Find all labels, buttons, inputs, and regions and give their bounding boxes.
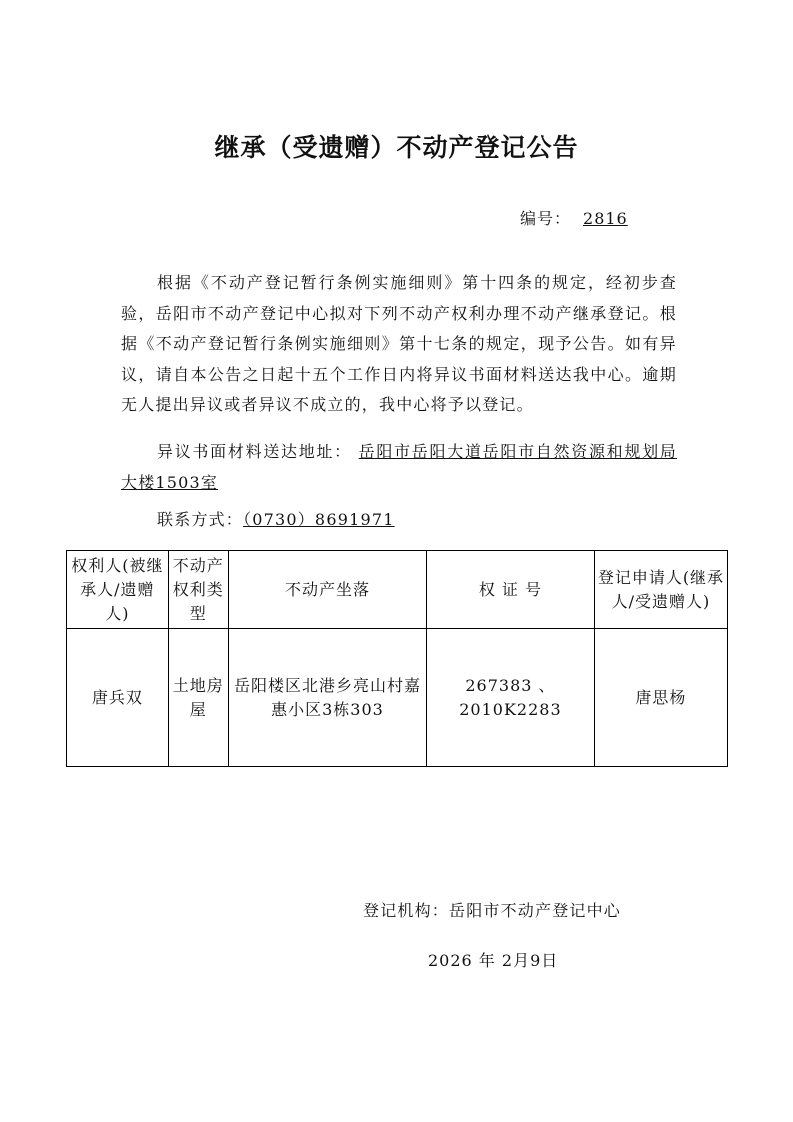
header-applicant: 登记申请人(继承人/受遗赠人) [594,551,727,629]
header-type: 不动产权利类型 [168,551,228,629]
contact-line [121,505,677,536]
registration-authority: 登记机构：岳阳市不动产登记中心 [363,901,622,920]
header-cert: 权 证 号 [427,551,595,629]
cell-applicant: 唐思杨 [594,629,727,767]
contact-label: 联系方式： [157,510,244,529]
cell-holder: 唐兵双 [67,629,169,767]
table-row [67,629,728,767]
announcement-paragraph: 根据《不动产登记暂行条例实施细则》第十四条的规定，经初步查验，岳阳市不动产登记中心拟对下列不动产权利办理不动产继承登记。根据《不动产登记暂行条例实施细则》第十七条的规定，现予公告。如有异议，请自本公告之日起十五个工作日内将异议书面材料送达我中心。逾期无人提出异议或者异议不成立的，我中心将予以登记。 [121,273,677,414]
serial-label: 编号： [520,209,572,228]
serial-number [520,206,628,229]
announcement-date: 2026 年 2月9日 [428,951,559,970]
serial-value: 2816 [583,209,628,228]
page-title: 继承（受遗赠）不动产登记公告 [214,133,579,162]
cell-location: 岳阳楼区北港乡亮山村嘉惠小区3栋303 [228,629,426,767]
header-holder: 权利人(被继承人/遗赠人) [67,551,169,629]
header-location: 不动产坐落 [228,551,426,629]
objection-address [121,437,677,498]
contact-value: （0730）8691971 [243,510,395,529]
cell-type: 土地房屋 [168,629,228,767]
objection-address-label: 异议书面材料送达地址： [157,442,352,461]
table-header-row [67,551,728,629]
objection-address-value: 岳阳市岳阳大道岳阳市自然资源和规划局大楼1503室 [121,442,678,492]
registration-table [66,550,728,767]
cell-cert: 267383 、2010K2283 [427,629,595,767]
